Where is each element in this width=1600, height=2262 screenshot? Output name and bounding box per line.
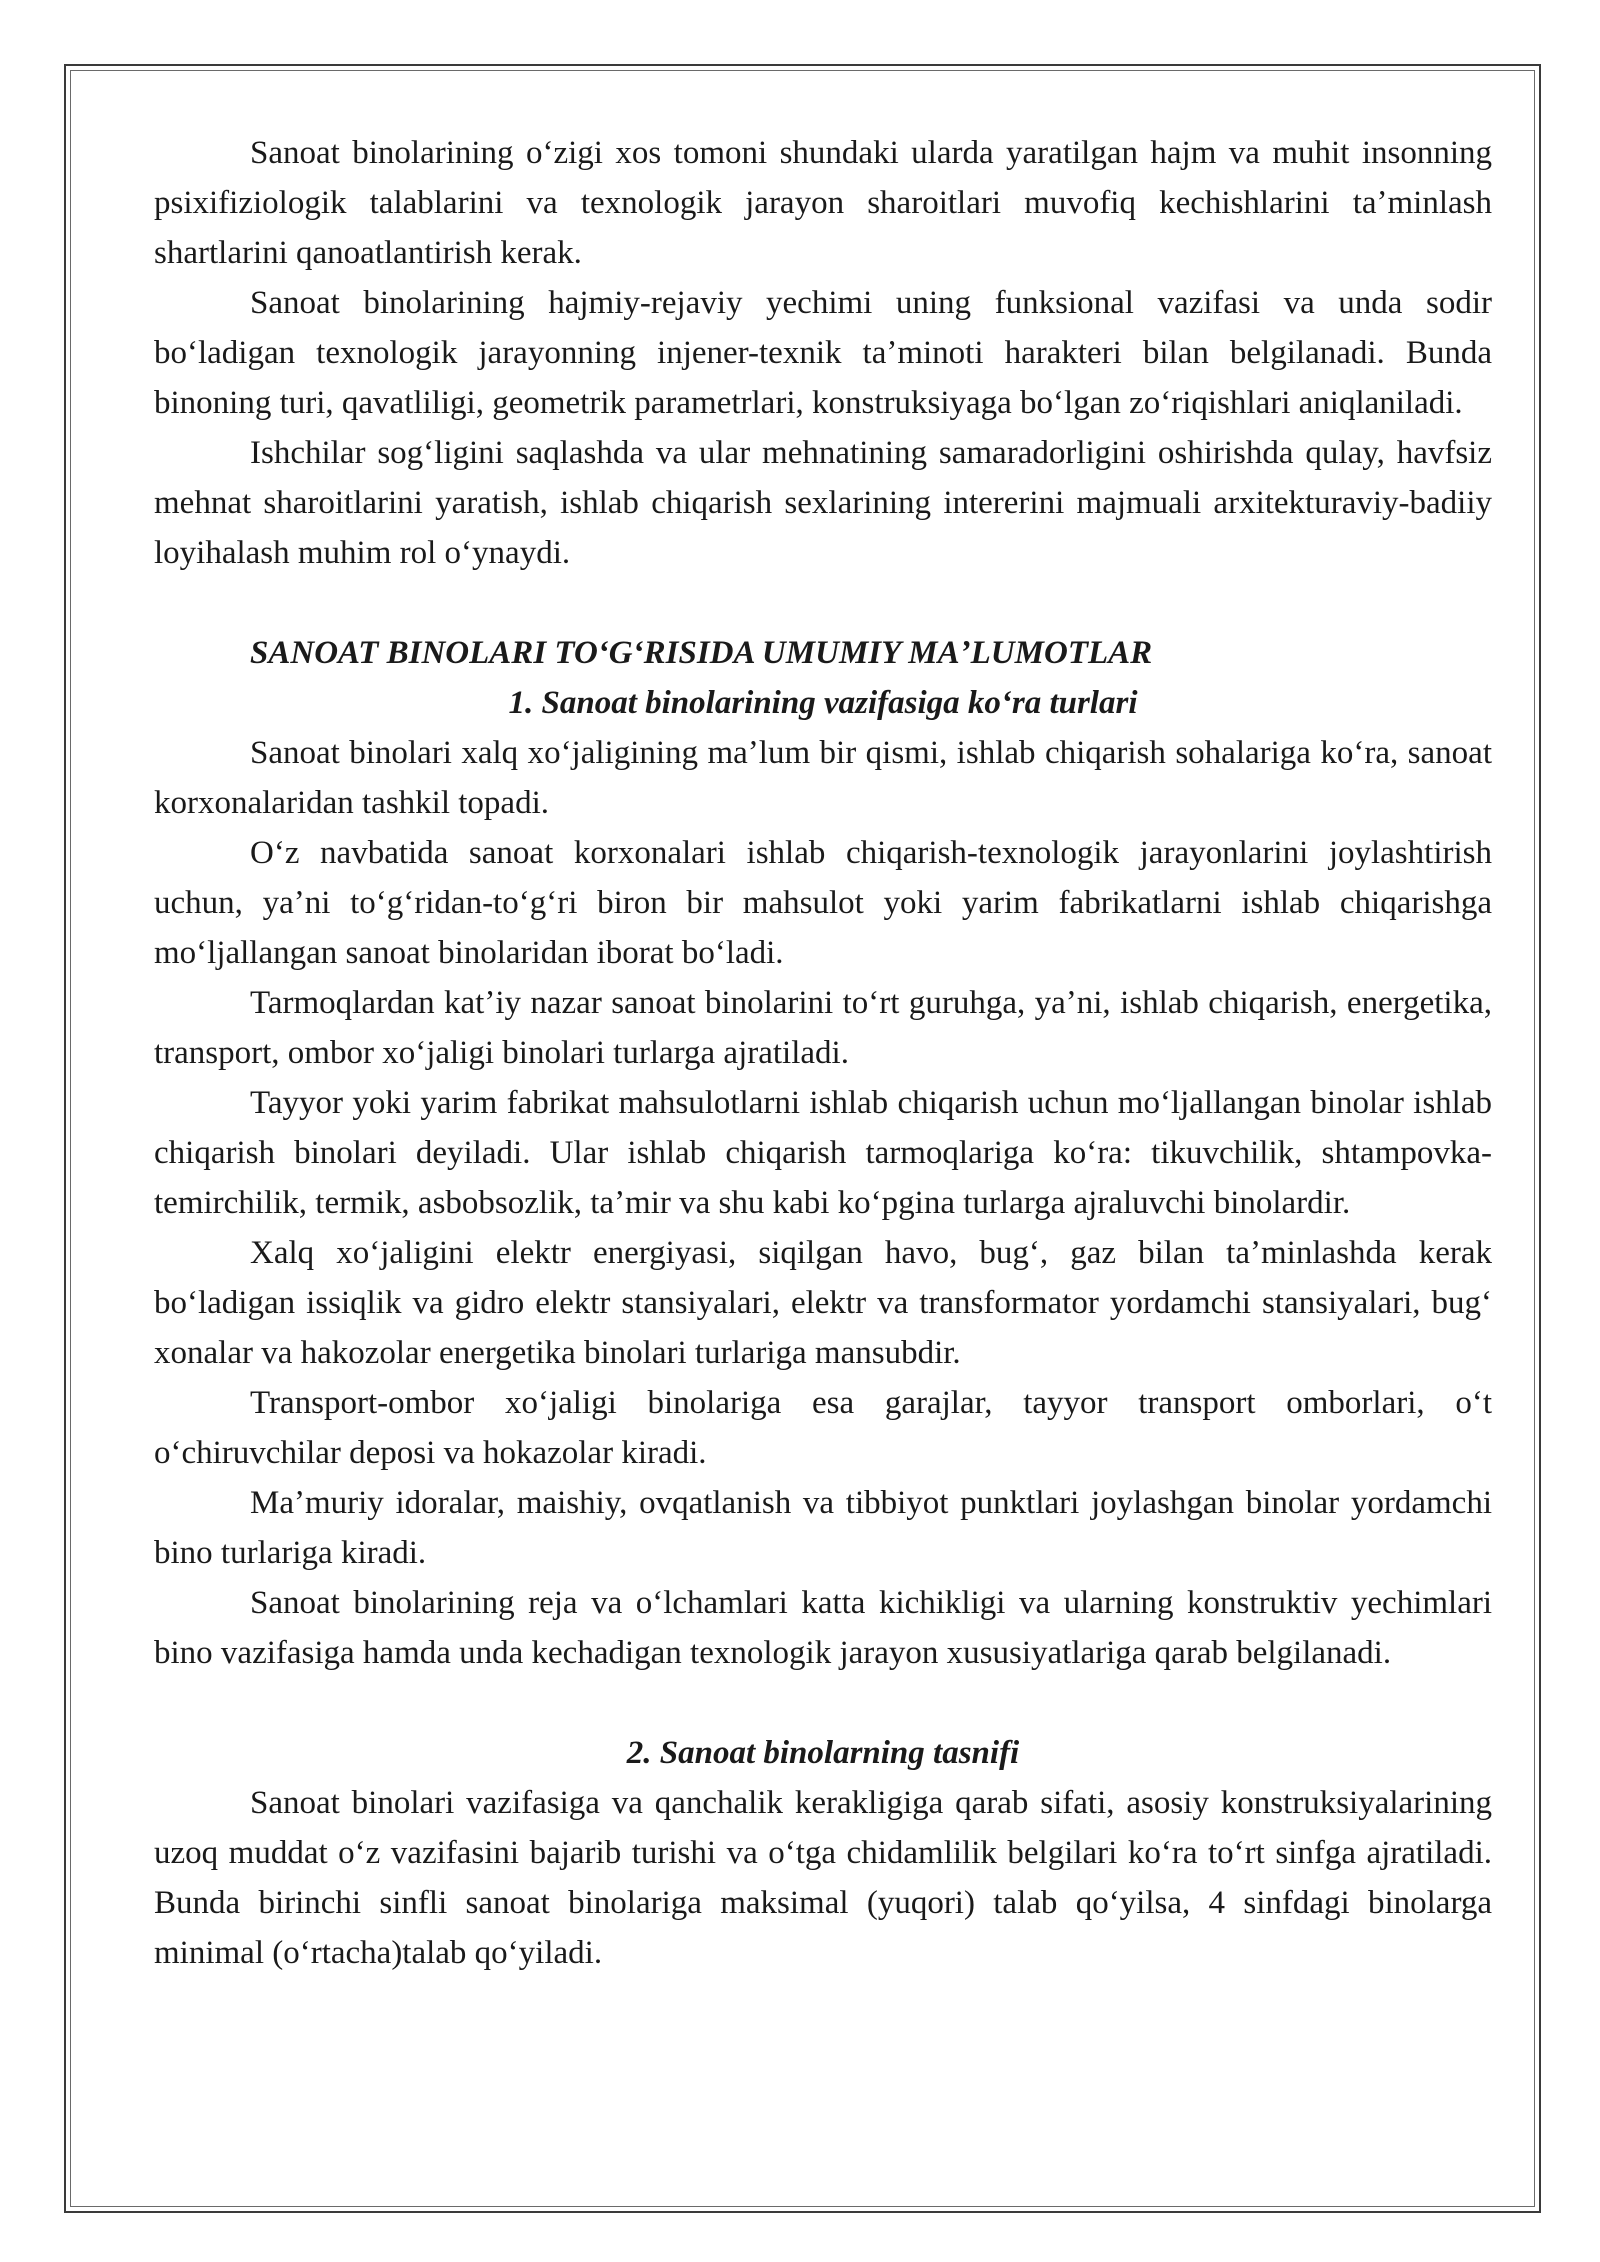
paragraph: Sanoat binolarining oʻzigi xos tomoni shundaki ularda yaratilgan hajm va muhit insonning psixifiziologik talablarini va texnologik jarayon sharoitlari muvofiq kechishlarini taʼminlash shartlarini qanoatlantirish kerak. (154, 135, 1492, 271)
paragraph: Oʻz navbatida sanoat korxonalari ishlab chiqarish-texnologik jarayonlarini joylashtirish uchun, yaʼni toʻgʻridan-toʻgʻri biron bir mahsulot yoki yarim fabrikatlarni ishlab chiqarishga moʻljallangan sanoat binolaridan iborat boʻladi. (154, 835, 1492, 971)
document-body (154, 128, 1492, 1978)
paragraph: Maʼmuriy idoralar, maishiy, ovqatlanish va tibbiyot punktlari joylashgan binolar yordamchi bino turlariga kiradi. (154, 1485, 1492, 1571)
paragraph: Sanoat binolarining hajmiy-rejaviy yechimi uning funksional vazifasi va unda sodir boʻladigan texnologik jarayonning injener-texnik taʼminoti harakteri bilan belgilanadi. Bunda binoning turi, qavatliligi, geometrik parametrlari, konstruksiyaga boʻlgan zoʻriqishlari aniqlaniladi. (154, 285, 1492, 421)
paragraph: Sanoat binolari xalq xoʻjaligining maʼlum bir qismi, ishlab chiqarish sohalariga koʻra, sanoat korxonalaridan tashkil topadi. (154, 735, 1492, 821)
paragraph: Ishchilar sogʻligini saqlashda va ular mehnatining samaradorligini oshirishda qulay, havfsiz mehnat sharoitlarini yaratish, ishlab chiqarish sexlarining intererini majmuali arxitekturaviy-badiiy loyihalash muhim rol oʻynaydi. (154, 435, 1492, 571)
paragraph: Tayyor yoki yarim fabrikat mahsulotlarni ishlab chiqarish uchun moʻljallangan binolar ishlab chiqarish binolari deyiladi. Ular ishlab chiqarish tarmoqlariga koʻra: tikuvchilik, shtampovka-temirchilik, termik, asbobsozlik, taʼmir va shu kabi koʻpgina turlarga ajraluvchi binolardir. (154, 1085, 1492, 1221)
paragraph: Sanoat binolarining reja va oʻlchamlari katta kichikligi va ularning konstruktiv yechimlari bino vazifasiga hamda unda kechadigan texnologik jarayon xususiyatlariga qarab belgilanadi. (154, 1585, 1492, 1671)
main-heading: SANOAT BINOLARI TOʻGʻRISIDA UMUMIY MAʼLUMOTLAR (250, 635, 1153, 671)
paragraph: Sanoat binolari vazifasiga va qanchalik kerakligiga qarab sifati, asosiy konstruksiyalarining uzoq muddat oʻz vazifasini bajarib turishi va oʻtga chidamlilik belgilari koʻra toʻrt sinfga ajratiladi. Bunda birinchi sinfli sanoat binolariga maksimal (yuqori) talab qoʻyilsa, 4 sinfdagi binolarga minimal (oʻrtacha)talab qoʻyiladi. (154, 1785, 1492, 1971)
spacer (154, 1678, 1492, 1728)
paragraph: Tarmoqlardan katʼiy nazar sanoat binolarini toʻrt guruhga, yaʼni, ishlab chiqarish, energetika, transport, ombor xoʻjaligi binolari turlarga ajratiladi. (154, 985, 1492, 1071)
section-1-title: 1. Sanoat binolarining vazifasiga koʻra turlari (508, 685, 1138, 721)
paragraph: Transport-ombor xoʻjaligi binolariga esa garajlar, tayyor transport omborlari, oʻt oʻchiruvchilar deposi va hokazolar kiradi. (154, 1385, 1492, 1471)
spacer (154, 578, 1492, 628)
section-2-title: 2. Sanoat binolarning tasnifi (626, 1735, 1020, 1771)
paragraph: Xalq xoʻjaligini elektr energiyasi, siqilgan havo, bugʻ, gaz bilan taʼminlashda kerak boʻladigan issiqlik va gidro elektr stansiyalari, elektr va transformator yordamchi stansiyalari, bugʻ xonalar va hakozolar energetika binolari turlariga mansubdir. (154, 1235, 1492, 1371)
